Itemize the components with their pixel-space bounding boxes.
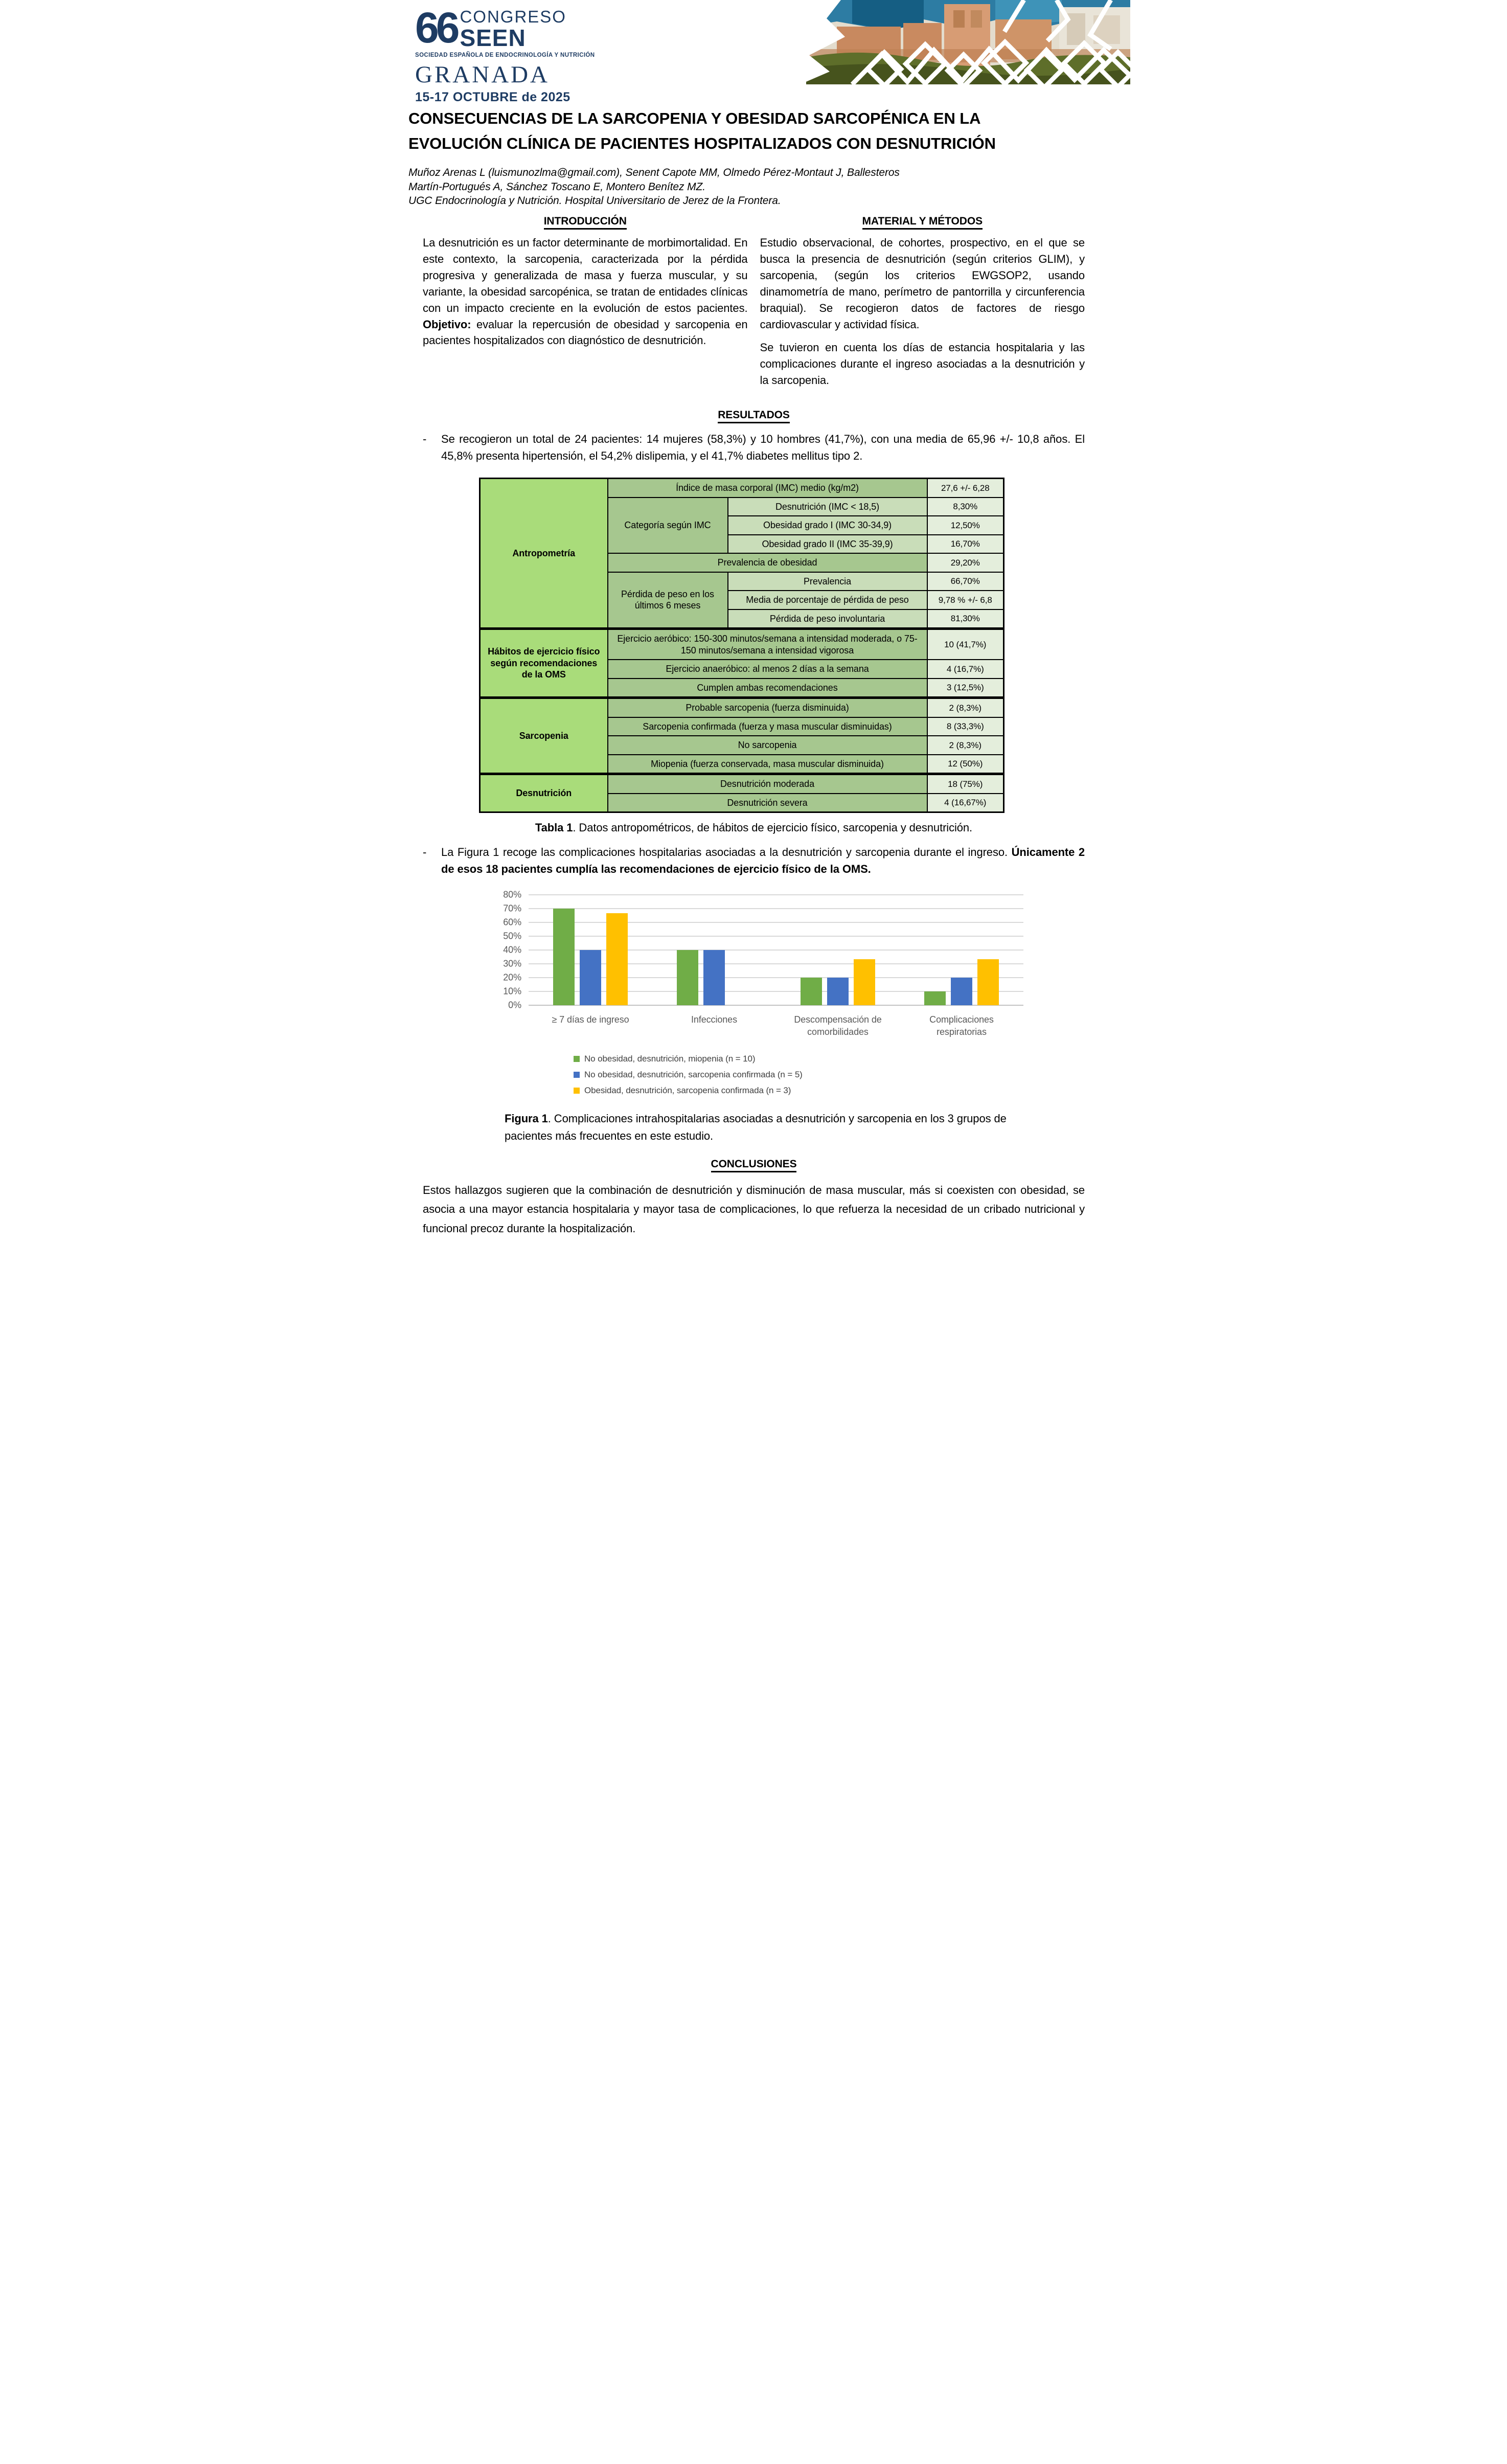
legend-item: [574, 1070, 1023, 1080]
logo-society-text: SOCIEDAD ESPAÑOLA DE ENDOCRINOLOGÍA Y NUTRICIÓN: [415, 52, 595, 58]
figura-1-caption-text: . Complicaciones intrahospitalarias asociadas a desnutrición y sarcopenia en los 3 grupos de pacientes más frecuentes en este estudio.: [505, 1112, 1007, 1142]
table-sublabel-cell: Pérdida de peso involuntaria: [728, 609, 927, 629]
granada-alhambra-collage-image: [781, 0, 1130, 84]
table-value-cell: 81,30%: [927, 609, 1004, 629]
affiliation: UGC Endocrinología y Nutrición. Hospital Universitario de Jerez de la Frontera.: [408, 195, 781, 207]
legend-label: No obesidad, desnutrición, sarcopenia confirmada (n = 5): [584, 1069, 803, 1079]
table-label-cell: Desnutrición moderada: [608, 774, 927, 794]
bar: [553, 909, 575, 1005]
table-value-cell: 66,70%: [927, 572, 1004, 591]
table-row: [480, 774, 1004, 794]
table-value-cell: 29,20%: [927, 553, 1004, 572]
chart-legend: [574, 1054, 1023, 1096]
table-label-cell: Ejercicio aeróbico: 150-300 minutos/semana a intensidad moderada, o 75-150 minutos/semana a intensidad vigorosa: [608, 629, 927, 660]
table-label-cell: Índice de masa corporal (IMC) medio (kg/m2): [608, 479, 927, 498]
legend-label: Obesidad, desnutrición, sarcopenia confirmada (n = 3): [584, 1085, 791, 1095]
bullet-dash: -: [423, 846, 427, 859]
logo-seen-text: SEEN: [460, 25, 526, 51]
table-value-cell: 2 (8,3%): [927, 736, 1004, 755]
objetivo-text: evaluar la repercusión de obesidad y sarcopenia en pacientes hospitalizados con diagnóstico de desnutrición.: [423, 318, 748, 347]
bar-group: [652, 895, 776, 1005]
result-bullet-2: [423, 844, 1085, 877]
bar-group: [900, 895, 1023, 1005]
table-value-cell: 9,78 % +/- 6,8: [927, 591, 1004, 609]
material-paragraph-2: Se tuvieron en cuenta los días de estancia hospitalaria y las complicaciones durante el ingreso asociadas a la desnutrición y la sarcopenia.: [760, 341, 1085, 387]
result-bullet-2-bold: Únicamente 2 de esos 18 pacientes cumplía las recomendaciones de ejercicio físico de la OMS.: [441, 846, 1085, 876]
table-sublabel-cell: Obesidad grado II (IMC 35-39,9): [728, 535, 927, 554]
x-axis-category-label: Descompensación de comorbilidades: [794, 1014, 882, 1037]
table-label-cell: Probable sarcopenia (fuerza disminuida): [608, 698, 927, 717]
bar: [924, 991, 946, 1005]
y-axis-tick-label: 60%: [503, 917, 521, 928]
table-row: [480, 479, 1004, 498]
table-value-cell: 4 (16,67%): [927, 794, 1004, 812]
y-axis-tick-label: 40%: [503, 944, 521, 955]
poster-title-line1: CONSECUENCIAS DE LA SARCOPENIA Y OBESIDAD SARCOPÉNICA EN LA: [408, 109, 981, 127]
table-group-cell: Sarcopenia: [480, 698, 608, 774]
poster-title: [408, 106, 1094, 156]
chart-bars-area: [529, 895, 1023, 1005]
section-material-metodos: [760, 210, 1085, 396]
table-value-cell: 27,6 +/- 6,28: [927, 479, 1004, 498]
header: [377, 0, 1130, 104]
section-introduccion: [423, 210, 748, 396]
bar-group: [776, 895, 900, 1005]
table-group-cell: Antropometría: [480, 479, 608, 629]
table-value-cell: 10 (41,7%): [927, 629, 1004, 660]
logo-top: [415, 6, 595, 50]
table-label-cell: Pérdida de peso en los últimos 6 meses: [608, 572, 728, 629]
bar: [606, 913, 628, 1005]
bar: [801, 978, 822, 1005]
chart-x-axis: [529, 1013, 1023, 1038]
result-bullet-1: [423, 431, 1085, 464]
authors-block: [408, 166, 1094, 208]
introduccion-heading: INTRODUCCIÓN: [423, 215, 748, 228]
bar: [854, 959, 875, 1005]
conclusiones-heading: CONCLUSIONES: [423, 1158, 1085, 1170]
y-axis-tick-label: 0%: [508, 1000, 521, 1010]
bar: [951, 978, 972, 1005]
tabla-1-caption: [423, 821, 1085, 834]
logo-dates-text: 15-17 OCTUBRE de 2025: [415, 89, 570, 104]
table-row: [480, 629, 1004, 660]
bar: [580, 950, 601, 1005]
table-group-cell: Desnutrición: [480, 774, 608, 812]
chart-plot: [529, 895, 1023, 1005]
x-axis-category-label: Infecciones: [691, 1014, 737, 1025]
table-label-cell: Cumplen ambas recomendaciones: [608, 679, 927, 698]
table-label-cell: Sarcopenia confirmada (fuerza y masa muscular disminuidas): [608, 717, 927, 736]
table-label-cell: Categoría según IMC: [608, 498, 728, 554]
table-label-cell: Desnutrición severa: [608, 794, 927, 812]
y-axis-tick-label: 30%: [503, 958, 521, 969]
y-axis-tick-label: 50%: [503, 931, 521, 941]
table-sublabel-cell: Desnutrición (IMC < 18,5): [728, 498, 927, 516]
tabla-1: [479, 478, 1004, 813]
table-label-cell: Miopenia (fuerza conservada, masa muscular disminuida): [608, 755, 927, 774]
bar: [703, 950, 725, 1005]
legend-swatch-icon: [574, 1072, 580, 1078]
bar-group: [529, 895, 652, 1005]
resultados-heading: RESULTADOS: [423, 409, 1085, 421]
table-value-cell: 12,50%: [927, 516, 1004, 535]
table-label-cell: No sarcopenia: [608, 736, 927, 755]
table-sublabel-cell: Obesidad grado I (IMC 30-34,9): [728, 516, 927, 535]
bar: [977, 959, 999, 1005]
conclusiones-body: Estos hallazgos sugieren que la combinación de desnutrición y disminución de masa muscular, más si coexisten con obesidad, se asocia a una mayor estancia hospitalaria y mayor tasa de complicaciones, lo que refuerza la necesidad de un cribado nutricional y funcional precoz durante la hospitalización.: [423, 1183, 1085, 1235]
bullet-dash: -: [423, 433, 427, 446]
x-axis-category-label: ≥ 7 días de ingreso: [552, 1014, 629, 1025]
material-paragraph-1: Estudio observacional, de cohortes, prospectivo, en el que se busca la presencia de desnutrición (según criterios GLIM), y sarcopenia, (según los criterios EWGSOP2, usando dinamometría de mano, perímetro de pantorrilla y circunferencia braquial). Se recogieron datos de factores de riesgo cardiovascular y actividad física.: [760, 236, 1085, 331]
chart-y-axis: [497, 889, 529, 1010]
bar: [827, 978, 849, 1005]
table-row: [480, 698, 1004, 717]
legend-item: [574, 1054, 1023, 1064]
seen-congress-logo: [415, 6, 595, 104]
legend-swatch-icon: [574, 1088, 580, 1094]
table-group-cell: Hábitos de ejercicio físico según recomendaciones de la OMS: [480, 629, 608, 698]
figura-1-caption-label: Figura 1: [505, 1112, 548, 1125]
introduccion-body: La desnutrición es un factor determinante de morbimortalidad. En este contexto, la sarcopenia, caracterizada por la pérdida progresiva y generalizada de masa y fuerza muscular, y su variante, la obesidad sarcopénica, se tratan de entidades clínicas con un impacto creciente en la evolución de estos pacientes. Objetivo: evaluar la repercusión de obesidad y sarcopenia en pacientes hospitalizados con diagnóstico de desnutrición.: [423, 236, 748, 347]
legend-swatch-icon: [574, 1056, 580, 1062]
tabla-1-caption-label: Tabla 1: [535, 821, 573, 834]
figura-1-chart: [497, 889, 1023, 1096]
logo-congreso-text: CONGRESO: [460, 7, 566, 26]
authors-line2: Martín-Portugués A, Sánchez Toscano E, Montero Benítez MZ.: [408, 180, 705, 193]
tabla-1-caption-text: . Datos antropométricos, de hábitos de ejercicio físico, sarcopenia y desnutrición.: [573, 821, 973, 834]
table-value-cell: 8,30%: [927, 498, 1004, 516]
table-value-cell: 4 (16,7%): [927, 660, 1004, 679]
y-axis-tick-label: 10%: [503, 986, 521, 997]
y-axis-tick-label: 80%: [503, 889, 521, 900]
logo-city-text: GRANADA: [415, 61, 550, 88]
intro-methods-columns: [423, 210, 1085, 396]
logo-number: 66: [415, 4, 457, 52]
table-value-cell: 3 (12,5%): [927, 679, 1004, 698]
x-axis-category-label: Complicaciones respiratorias: [929, 1014, 994, 1037]
table-value-cell: 16,70%: [927, 535, 1004, 554]
material-heading: MATERIAL Y MÉTODOS: [760, 215, 1085, 228]
table-sublabel-cell: Media de porcentaje de pérdida de peso: [728, 591, 927, 609]
table-label-cell: Ejercicio anaeróbico: al menos 2 días a la semana: [608, 660, 927, 679]
table-value-cell: 18 (75%): [927, 774, 1004, 794]
y-axis-tick-label: 20%: [503, 972, 521, 983]
y-axis-tick-label: 70%: [503, 903, 521, 914]
table-sublabel-cell: Prevalencia: [728, 572, 927, 591]
table-value-cell: 2 (8,3%): [927, 698, 1004, 717]
figura-1-caption: [505, 1110, 1021, 1145]
table-label-cell: Prevalencia de obesidad: [608, 553, 927, 572]
objetivo-label: Objetivo:: [423, 318, 471, 331]
legend-label: No obesidad, desnutrición, miopenia (n = 10): [584, 1053, 756, 1064]
tabla-1-body: [480, 479, 1004, 812]
alhambra-illustration: [781, 0, 1130, 84]
result-bullet-2-text: La Figura 1 recoge las complicaciones hospitalarias asociadas a la desnutrición y sarcopenia durante el ingreso. Únicamente 2 de esos 18 pacientes cumplía las recomendaciones de ejercicio físico de la OMS.: [441, 846, 1085, 876]
table-value-cell: 8 (33,3%): [927, 717, 1004, 736]
poster-page: [377, 0, 1130, 1259]
table-value-cell: 12 (50%): [927, 755, 1004, 774]
result-bullet-1-text: Se recogieron un total de 24 pacientes: 14 mujeres (58,3%) y 10 hombres (41,7%), con una media de 65,96 +/- 10,8 años. El 45,8% presenta hipertensión, el 54,2% dislipemia, y el 41,7% diabetes mellitus tipo 2.: [441, 433, 1085, 463]
bar: [677, 950, 698, 1005]
authors-line1: Muñoz Arenas L (luismunozlma@gmail.com), Senent Capote MM, Olmedo Pérez-Montaut J, Ballesteros: [408, 166, 900, 178]
poster-title-line2: EVOLUCIÓN CLÍNICA DE PACIENTES HOSPITALIZADOS CON DESNUTRICIÓN: [408, 134, 996, 152]
legend-item: [574, 1086, 1023, 1096]
